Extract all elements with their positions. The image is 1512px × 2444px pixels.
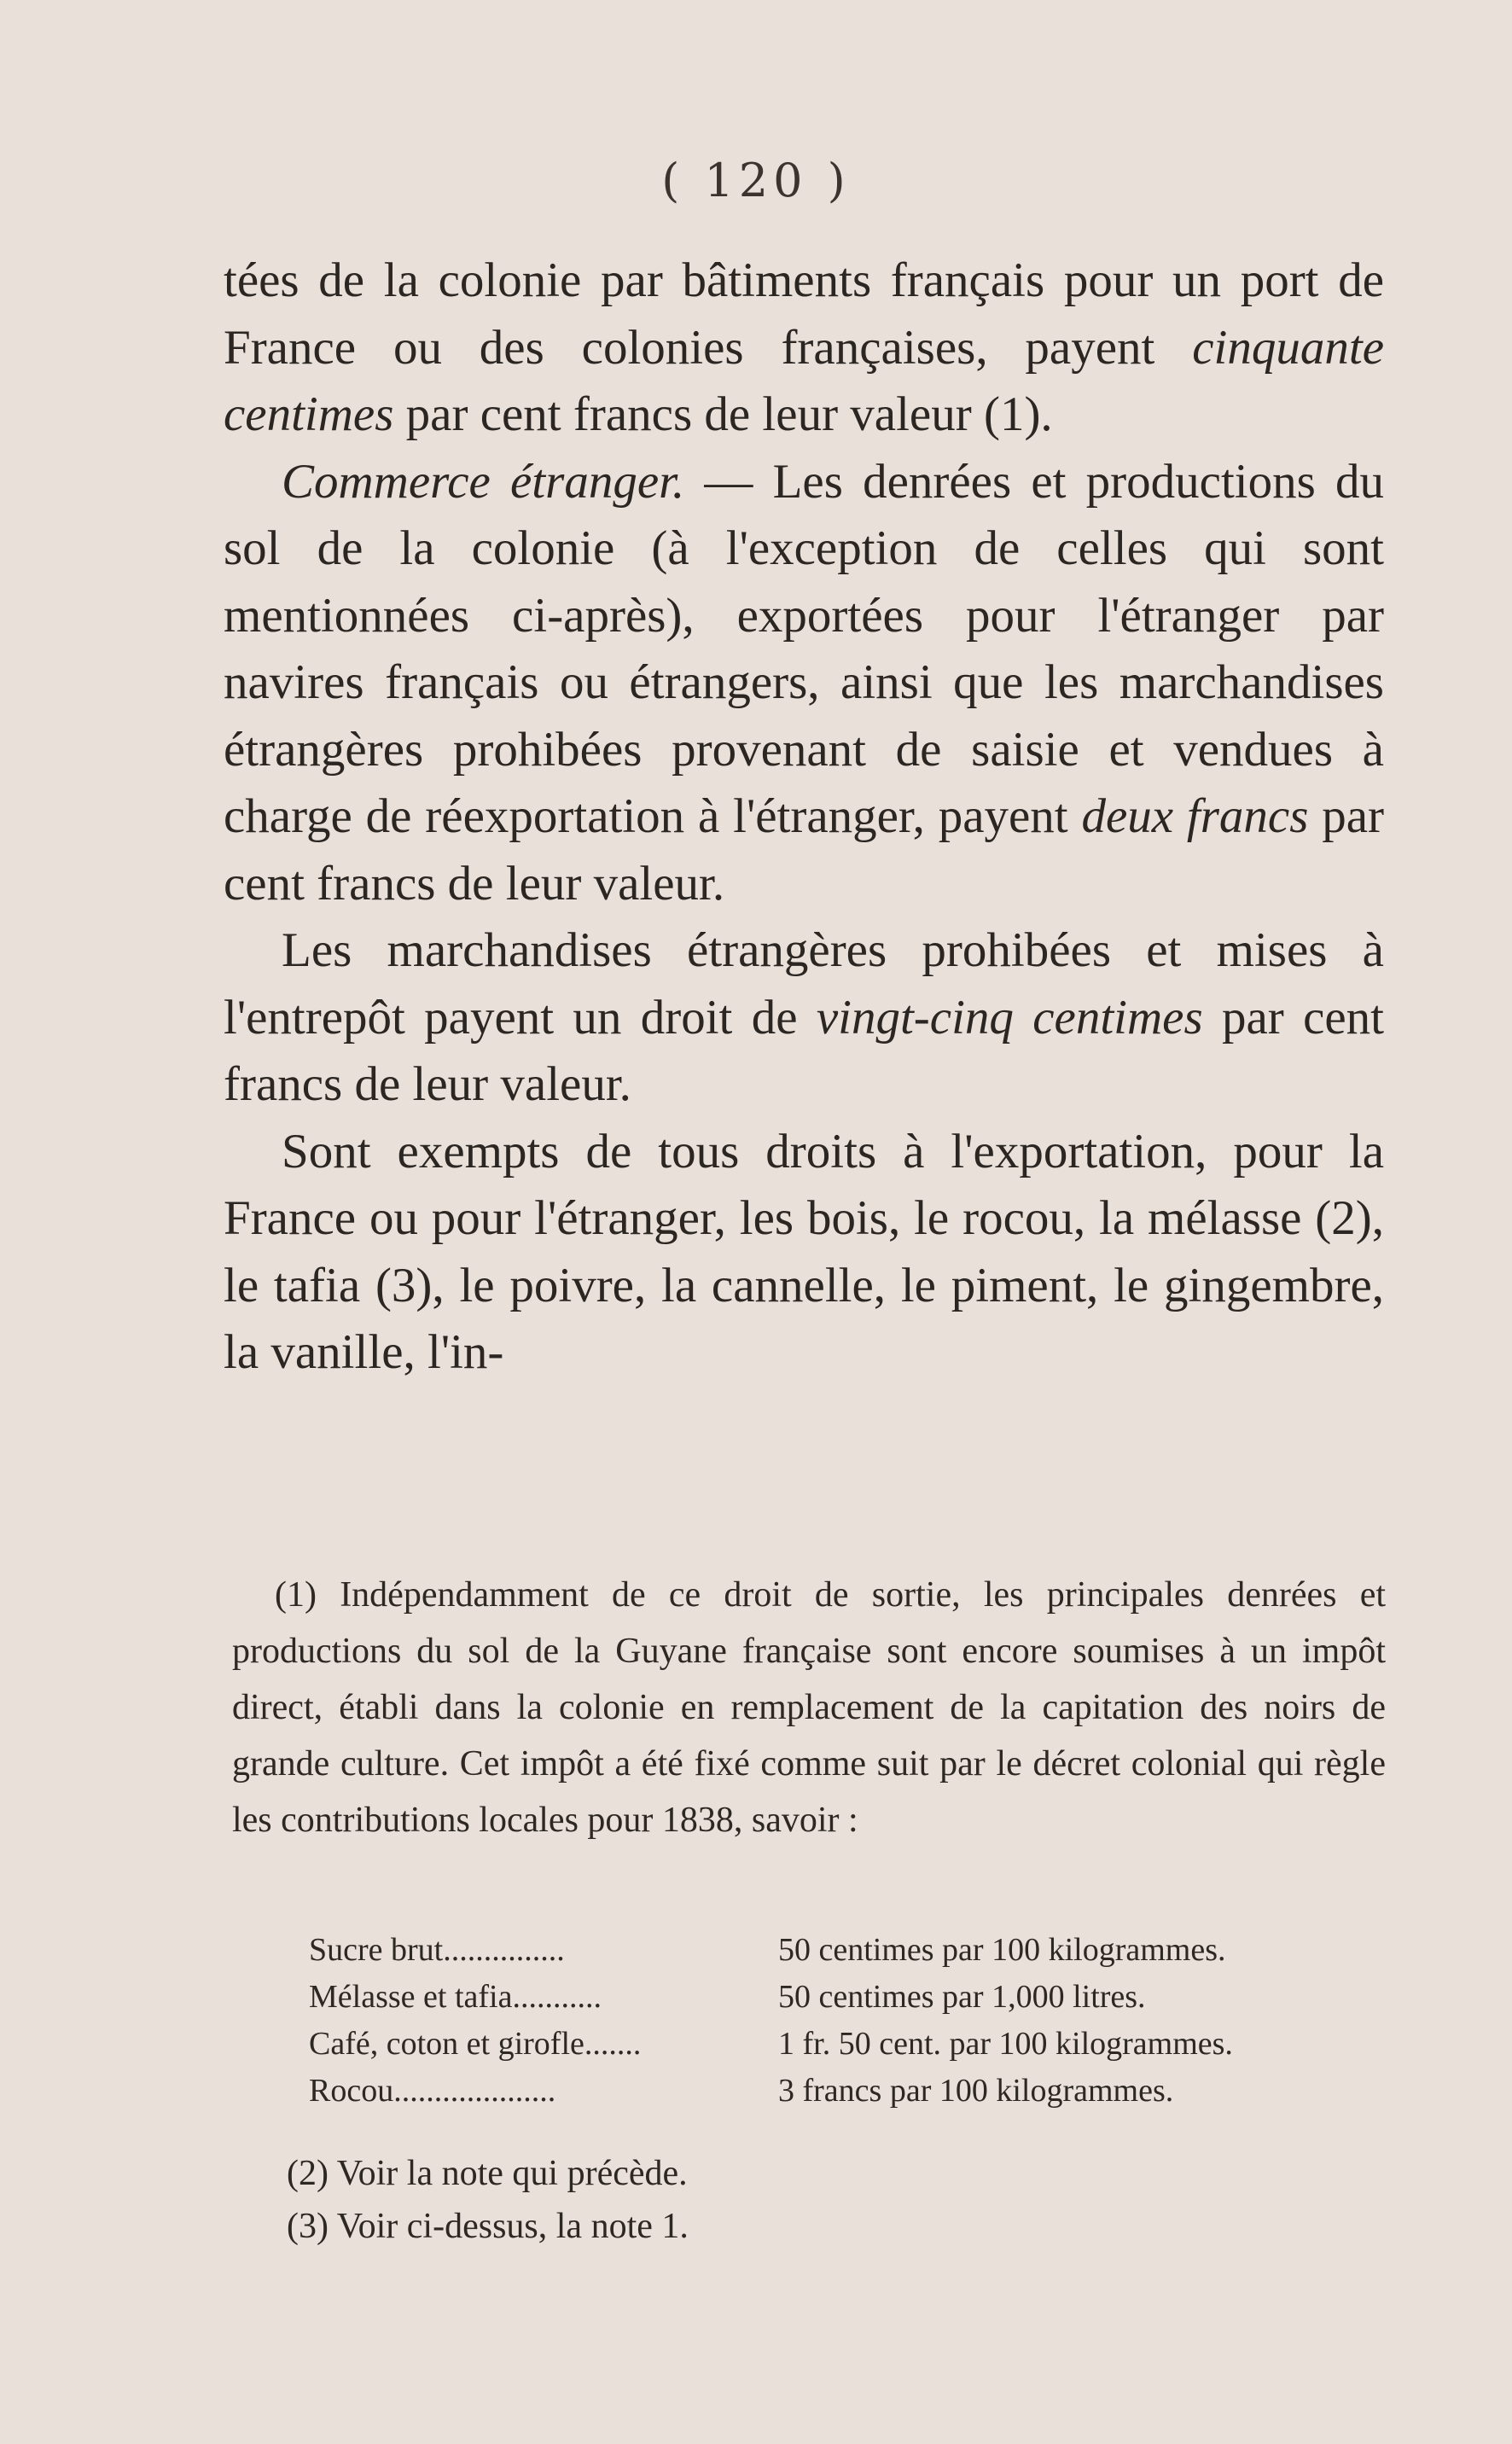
paragraph-continuation <box>224 247 1384 449</box>
rate-product: Sucre brut............... <box>309 1932 565 1968</box>
emphasis-text: vingt-cinq centimes <box>816 990 1203 1045</box>
main-text <box>224 247 1384 1387</box>
rate-product: Café, coton et girofle....... <box>309 2026 642 2062</box>
rate-value: 50 centimes par 1,000 litres. <box>778 1979 1146 2015</box>
footnote-1: (1) Indépendamment de ce droit de sortie, les principales denrées et productions du sol de la Guyane française sont encore soumises à un impôt direct, établi dans la colonie en remplacement de la capitation des noirs de grande culture. Cet impôt a été fixé comme suit par le décret colonial qui règle les contributions locales pour 1838, savoir : <box>232 1575 1386 1840</box>
rate-product: Rocou.................... <box>309 2073 556 2109</box>
paragraph-entrepot <box>224 917 1384 1119</box>
paragraph-text: par cent francs de leur valeur. <box>224 789 1384 911</box>
table-row <box>309 1927 1333 1974</box>
footnote-2: (2) Voir la note qui précède. <box>287 2154 688 2193</box>
paragraph-text: par cent francs de leur valeur (1). <box>393 387 1053 441</box>
rate-product: Mélasse et tafia........... <box>309 1979 602 2015</box>
table-row <box>309 2021 1333 2068</box>
tax-rates-table <box>309 1927 1333 2115</box>
paragraph-text: tées de la colonie par bâtiments français pour un port de France ou des colonies françaises, payent <box>224 253 1384 375</box>
rate-value: 1 fr. 50 cent. par 100 kilogrammes. <box>778 2026 1233 2062</box>
footnotes <box>232 1567 1386 1848</box>
section-heading: Commerce étranger. <box>282 454 685 509</box>
paragraph-text: — Les denrées et productions du sol de la colonie (à l'exception de celles qui sont mentionnées ci-après), exportées pour l'étranger par navires français ou étrangers, ainsi que les marchandises étrangères prohibées provenant de saisie et vendues à charge de réexportation à l'étranger, payent <box>224 454 1384 843</box>
emphasis-text: deux francs <box>1081 789 1309 843</box>
additional-footnotes <box>287 2147 689 2253</box>
table-row <box>309 2068 1333 2115</box>
paragraph-text: par cent francs de leur valeur. <box>224 990 1385 1111</box>
rate-value: 3 francs par 100 kilogrammes. <box>778 2073 1174 2109</box>
paragraph-exemptions: Sont exempts de tous droits à l'exportation, pour la France ou pour l'étranger, les bois, le rocou, la mélasse (2), le tafia (3), le poivre, la cannelle, le piment, le gingembre, la vanille, l'in- <box>224 1124 1384 1379</box>
footnote-3: (3) Voir ci-dessus, la note 1. <box>287 2207 689 2246</box>
rate-value: 50 centimes par 100 kilogrammes. <box>778 1932 1226 1968</box>
table-row <box>309 1974 1333 2021</box>
paragraph-text: Les marchandises étrangères prohibées et mises à l'entrepôt payent un droit de <box>224 923 1384 1045</box>
paragraph-commerce-etranger <box>224 449 1384 918</box>
emphasis-text: cinquante centimes <box>224 320 1384 441</box>
page-number: ( 120 ) <box>661 154 851 207</box>
